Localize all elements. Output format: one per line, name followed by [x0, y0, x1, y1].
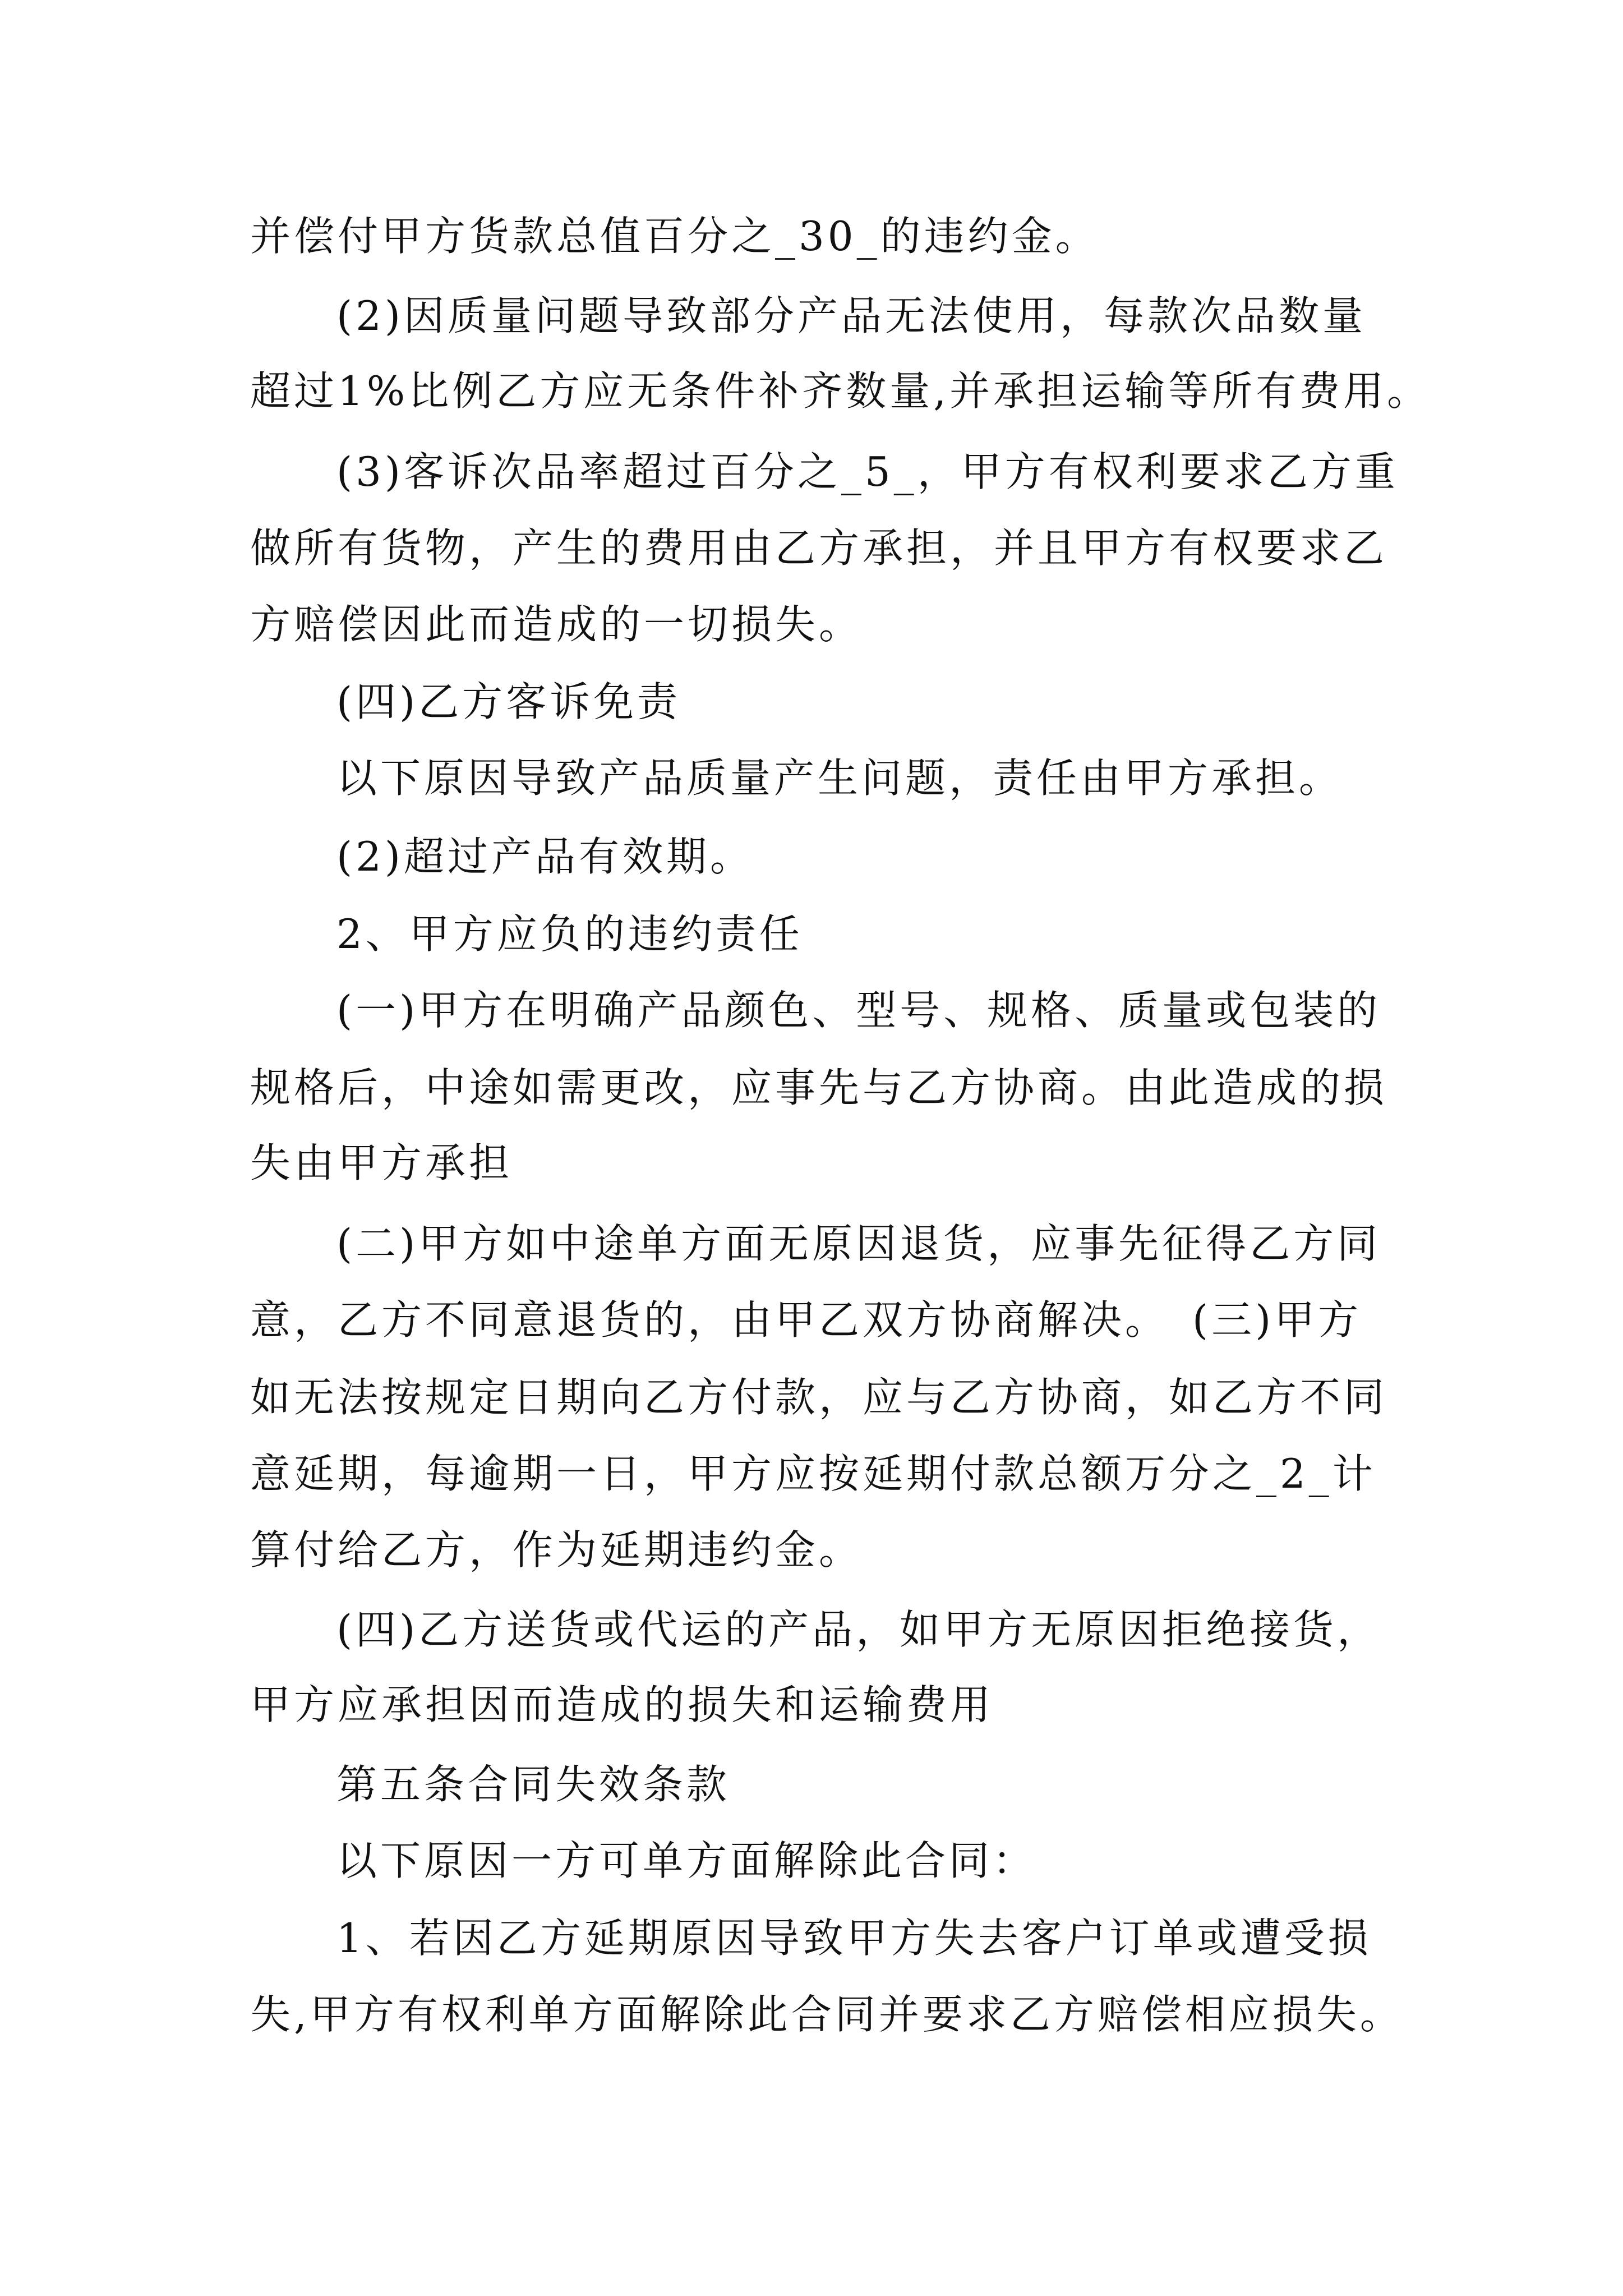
text-line: 如无法按规定日期向乙方付款，应与乙方协商，如乙方不同 — [250, 1374, 1388, 1421]
text-line: 以下原因导致产品质量产生问题，责任由甲方承担。 — [336, 754, 1343, 802]
text-line: (四)乙方送货或代运的产品，如甲方无原因拒绝接货， — [336, 1606, 1381, 1653]
text-line: 并偿付甲方货款总值百分之_30_的违约金。 — [250, 213, 1099, 260]
text-line: (2)因质量问题导致部分产品无法使用，每款次品数量 — [336, 292, 1366, 339]
text-line: 方赔偿因此而造成的一切损失。 — [250, 601, 863, 648]
text-line: 失,甲方有权利单方面解除此合同并要求乙方赔偿相应损失。 — [250, 1991, 1404, 2038]
text-line: 第五条合同失效条款 — [336, 1761, 731, 1808]
text-line: 算付给乙方，作为延期违约金。 — [250, 1526, 863, 1573]
text-line: 做所有货物，产生的费用由乙方承担，并且甲方有权要求乙 — [250, 524, 1388, 572]
text-line: 甲方应承担因而造成的损失和运输费用 — [250, 1681, 994, 1728]
text-line: (四)乙方客诉免责 — [336, 678, 681, 725]
text-line: 规格后，中途如需更改，应事先与乙方协商。由此造成的损 — [250, 1064, 1388, 1111]
text-line: (2)超过产品有效期。 — [336, 833, 754, 880]
text-line: 超过1%比例乙方应无条件补齐数量,并承担运输等所有费用。 — [250, 367, 1431, 415]
text-line: 意，乙方不同意退货的，由甲乙双方协商解决。 (三)甲方 — [250, 1296, 1362, 1343]
text-line: 以下原因一方可单方面解除此合同： — [336, 1837, 1037, 1884]
text-line: (一)甲方在明确产品颜色、型号、规格、质量或包装的 — [336, 987, 1381, 1034]
text-line: (二)甲方如中途单方面无原因退货，应事先征得乙方同 — [336, 1220, 1381, 1267]
text-line: 失由甲方承担 — [250, 1139, 513, 1186]
text-line: 2、甲方应负的违约责任 — [336, 910, 803, 958]
text-line: 意延期，每逾期一日，甲方应按延期付款总额万分之_2_计 — [250, 1450, 1376, 1497]
text-line: (3)客诉次品率超过百分之_5_，甲方有权利要求乙方重 — [336, 448, 1399, 495]
text-line: 1、若因乙方延期原因导致甲方失去客户订单或遭受损 — [336, 1915, 1372, 1962]
